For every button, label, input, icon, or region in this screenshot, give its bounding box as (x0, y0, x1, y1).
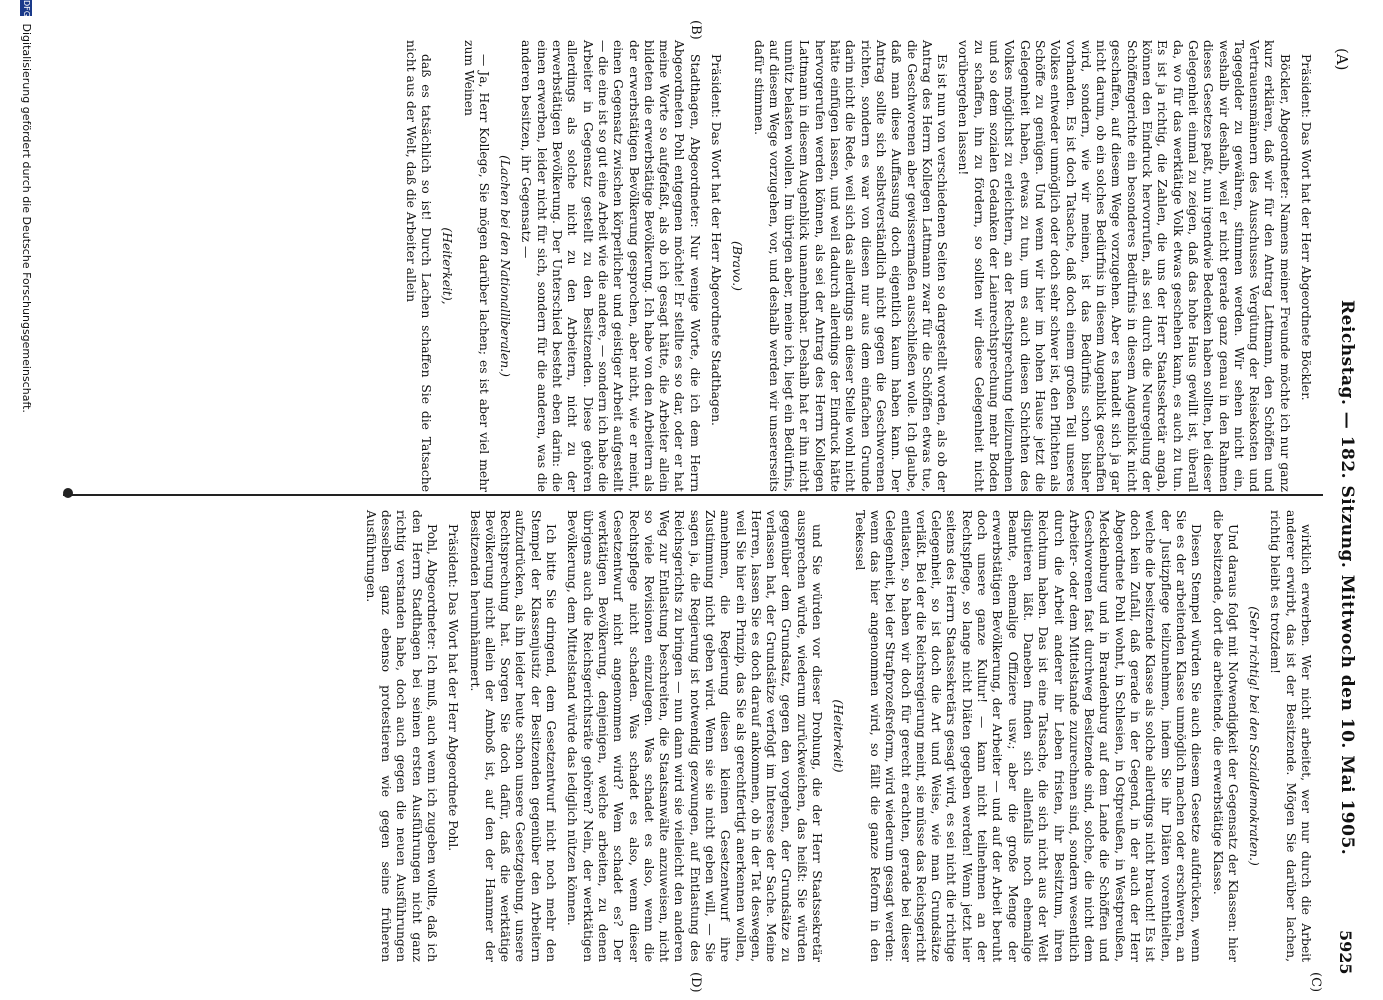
page-header (1325, 0, 1365, 1000)
paragraph: — Ja, Herr Kollege, Sie mögen darüber lachen; es ist aber viel mehr zum Weinen (461, 40, 491, 492)
footer-credit: Digitalisierung gefördert durch die Deutsche Forschungsgemeinschaft. (20, 23, 33, 413)
interjection: (Heiterkeit) (831, 699, 846, 773)
margin-marker-c: (C) (1308, 972, 1323, 993)
paragraph: Und daraus folgt mit Notwendigkeit der Gegensatz der Klassen: hier die besitzende, dort die arbeitende, die erwerbstätige Klasse. (1210, 510, 1240, 962)
paragraph: Präsident: Das Wort hat der Herr Abgeordnete Böckler. (1299, 54, 1313, 401)
interjection: (Bravo.) (730, 241, 745, 291)
page-title: Reichstag. — 182. Sitzung. Mittwoch den 10. Mai 1905. (1337, 300, 1357, 856)
right-text-column (356, 510, 1313, 962)
page-number: 5925 (1336, 930, 1355, 975)
column-divider (63, 494, 1323, 496)
paragraph: und Sie würden vor dieser Drohung, die der Herr Staatssekretär aussprechen würde, wiederum zurückweichen, das heißt: Sie würden gegenüber dem Grundsatz, gegen den vorgehen, der Grundsätze zu verlassen hat, der Grundsätze verfolgt im Interesse der Sache. Meine Herren, lassen Sie es doch darauf ankommen, ob in der Tat deswegen, weil Sie hier ein Prinzip, das Sie als gerechtfertigt anerkennen wollen, annehmen, die Regierung diesen kleinen Gesetzentwurf ihre Zustimmung nicht geben wird. Wenn sie sie nicht geben will, — Sie sagen ja, die Regierung ist notwendig gezwungen, auf Entlastung des Reichsgerichts zu bringen — nun dann wird sie vielleicht den anderen Weg zur Entlastung beschreiten, die Staatsanwälte anzuweisen, nicht so viele Revisionen einzulegen. Was schadet es also, wenn die Rechtspflege nicht schaden. Was schadet es also, wenn dieser Gesetzentwurf nicht angenommen wird? Wem schadet es? Der werktätigen Bevölkerung, denjenigen, welche arbeiten, zu denen übrigens auch die Reichsgerichtsräte gehören? Nein, der werktätigen Bevölkerung, dem Mittelstand würde das lediglich nützen können. (565, 510, 825, 962)
divider-dot (63, 488, 73, 498)
margin-marker-b: (B) (688, 20, 703, 40)
dfg-logo: DFG (22, 0, 31, 17)
paragraph: Präsident: Das Wort hat der Herr Abgeordnete Stadthagen. (709, 54, 724, 426)
left-text-column (396, 40, 1313, 492)
paragraph: Es ist nun von verschiedenen Seiten so dargestellt worden, als ob der Antrag des Herrn Kollegen Lattmann zwar für die Schöffen etwas tue, die Geschworenen aber gewissermaßen ausschließen wolle. Ich glaube, daß man diese Auffassung doch eigentlich kaum haben kann. Der Antrag sollte sich selbstverständlich nicht gegen die Geschworenen richten, sondern es war von diesen nur aus dem einfachen Grunde darin nicht die Rede, weil sich das allerdings an dieser Stelle wohl nicht hätte einfügen lassen, und weil dadurch allerdings der Eindruck hätte hervorgerufen werden können, als sei der Antrag des Herrn Kollegen Lattmann in diesem Augenblick unannehmbar. Deshalb hat er ihn nicht unnütz belasten wollen. Im übrigen aber, meine ich, liegt ein Bedürfnis, auf diesem Wege vorzugehen, vor, und deshalb werden wir unsererseits dafür stimmen. (751, 40, 950, 492)
paragraph: Diesen Stempel würden Sie auch diesem Gesetze aufdrücken, wenn Sie es der arbeitenden Klasse unmöglich machen oder erschweren, an der Justizpflege teilzunehmen, indem Sie ihr Diäten vorenthielten, welche die besitzende Klasse als solche allerdings nicht braucht! Es ist doch kein Zufall, daß gerade in der Gegend, in der auch der Herr Abgeordnete Pohl wohnt, in Schlesien, in Ostpreußen, in Westpreußen, Mecklenburg und in Brandenburg auf dem Lande die Schöffen und Geschworenen fast durchweg Besitzende sind, solche, die nicht dem Arbeiter- oder dem Mittelstande zuzurechnen sind, sondern wesentlich durch die Arbeit anderer ihr Leben fristen, ihr Besitztum, ihren Reichtum haben. Das ist eine Tatsache, die sich nicht aus der Welt disputieren läßt. Daneben finden sich allenfalls noch ehemalige Beamte, ehemalige Offiziere usw.; aber die große Menge der erwerbstätigen Bevölkerung, der Arbeiter — und auf der Arbeit beruht doch unsere ganze Kultur! — kann nicht teilnehmen an der Rechtspflege, so lange nicht Diäten gegeben werden! Wenn jetzt hier seitens des Herrn Staatssekretärs gesagt wird, es sei nicht die richtige Gelegenheit, so ist doch die Art und Weise, wie man Grundsätze verläßt. Bei der die Reichsregierung meint, sie müsse das Reichsgericht entlasten, so haben wir doch für gerecht erachten, gerade bei dieser Gelegenheit, bei der Strafprozeßreform, wird wiederum gesagt werden: wenn das hier angenommen wird, so fällt die ganze Reform in den Teekessel (852, 510, 1204, 962)
paragraph: Pohl, Abgeordneter: Ich muß, auch wenn ich zugeben wollte, daß ich den Herrn Stadthagen bei seinen ersten Ausführungen nicht ganz richtig verstanden habe, doch auch gegen die neuen Ausführungen desselben ganz ebenso protestieren wie gegen seine früheren Ausführungen. (363, 510, 439, 962)
paragraph: Präsident: Das Wort hat der Herr Abgeordnete Pohl. (446, 524, 461, 852)
interjection: (Sehr richtig! bei den Sozialdemokraten.) (1247, 606, 1262, 866)
interjection: (Lachen bei den Nationalliberalen.) (498, 155, 513, 377)
interjection: (Heiterkeit), (440, 227, 455, 305)
paragraph: Ich bitte Sie dringend, dem Gesetzentwurf nicht noch mehr den Stempel der Klassenjustiz der Besitzenden gegenüber den Arbeitern aufzudrücken, als ihn leider heute schon unsere Gesetzgebung, unsere Rechtsprechung hat. Sorgen Sie doch dafür, daß die werktätige Bevölkerung nicht allein der Amboß ist, auf den der Hammer der Besitzenden herumhämmert. (467, 510, 559, 962)
margin-marker-d: (D) (688, 972, 703, 993)
paragraph: daß es tatsächlich so ist! Durch Lachen schaffen Sie die Tatsache nicht aus der Welt, daß die Arbeiter allein (403, 40, 433, 492)
paragraph: wirklich erwerben. Wer nicht arbeitet, wer nur durch die Arbeit anderer erwirbt, das ist der Besitzende. Mögen Sie darüber lachen, richtig bleibt es trotzdem! (1268, 510, 1313, 962)
paragraph: Böckler, Abgeordneter: Namens meiner Freunde möchte ich nur ganz kurz erklären, daß wir für den Antrag Lattmann, den Schöffen und Vertrauensmännern des Ausschusses Vergütung der Reisekosten und Tagegelder zu gewähren, stimmen werden. Wir sehen nicht ein, weshalb wir deshalb, weil er nicht gerade ganz genau in den Rahmen dieses Gesetzes paßt, nun irgendwie Bedenken haben sollten, bei dieser Gelegenheit einmal zu zeigen, daß das hohe Haus gewillt ist, überall da, wo für das werktätige Volk etwas geschehen kann, es auch zu tun. Es ist ja richtig, die Zahlen, die uns der Herr Staatssekretär angab, können den Eindruck hervorrufen, als sei durch die Neuregelung der Schöffengerichte ein besonderes Bedürfnis in diesem Augenblick nicht geschaffen, auf diesem Wege vorzugehen. Aber es handelt sich ja gar nicht darum, ob ein solches Bedürfnis in diesem Augenblick geschaffen wird, sondern, wie wir meinen, ist das Bedürfnis schon bisher vorhanden. Es ist doch Tatsache, daß doch einem großen Teil unseres Volkes entweder unmöglich oder doch sehr schwer ist, den Pflichten als Schöffe zu genügen. Und wenn wir hier im hohen Hause jetzt die Gelegenheit haben, etwas zu tun, um es auch diesen Schichten des Volkes möglichst zu erleichtern, an der Rechtsprechung teilzunehmen und so dem sozialen Gedanken der Laienrechtsprechung mehr Boden zu schaffen, ihn zu fördern, so sollten wir diese Gelegenheit nicht vorübergehen lassen! (956, 40, 1292, 492)
paragraph: Stadthagen, Abgeordneter: Nur wenige Worte, die ich dem Herrn Abgeordneten Pohl entgegnen möchte! Er stellte es so dar, oder er hat meine Worte so aufgefaßt, als ob ich gesagt hätte, die Arbeiter allein bildeten die erwerbstätige Bevölkerung. Ich habe von den Arbeitern als der erwerbstätigen Bevölkerung gesprochen, aber nicht, wie er meint, einen Gegensatz zwischen körperlicher und geistiger Arbeit aufgestellt — die eine ist so gut eine Arbeit wie die andere, — sondern ich habe die Arbeiter in Gegensatz gestellt zu den Besitzenden. Diese gehören allerdings als solche nicht zu den Arbeitern, nicht zu der erwerbstätigen Bevölkerung. Der Unterschied besteht eben darin: die einen erwerben, leider nicht für sich, sondern für die anderen, was die anderen besitzen, ihr Gegensatz — (519, 40, 702, 492)
page-footer (20, 0, 33, 1000)
margin-marker-a: (A) (1333, 48, 1351, 71)
